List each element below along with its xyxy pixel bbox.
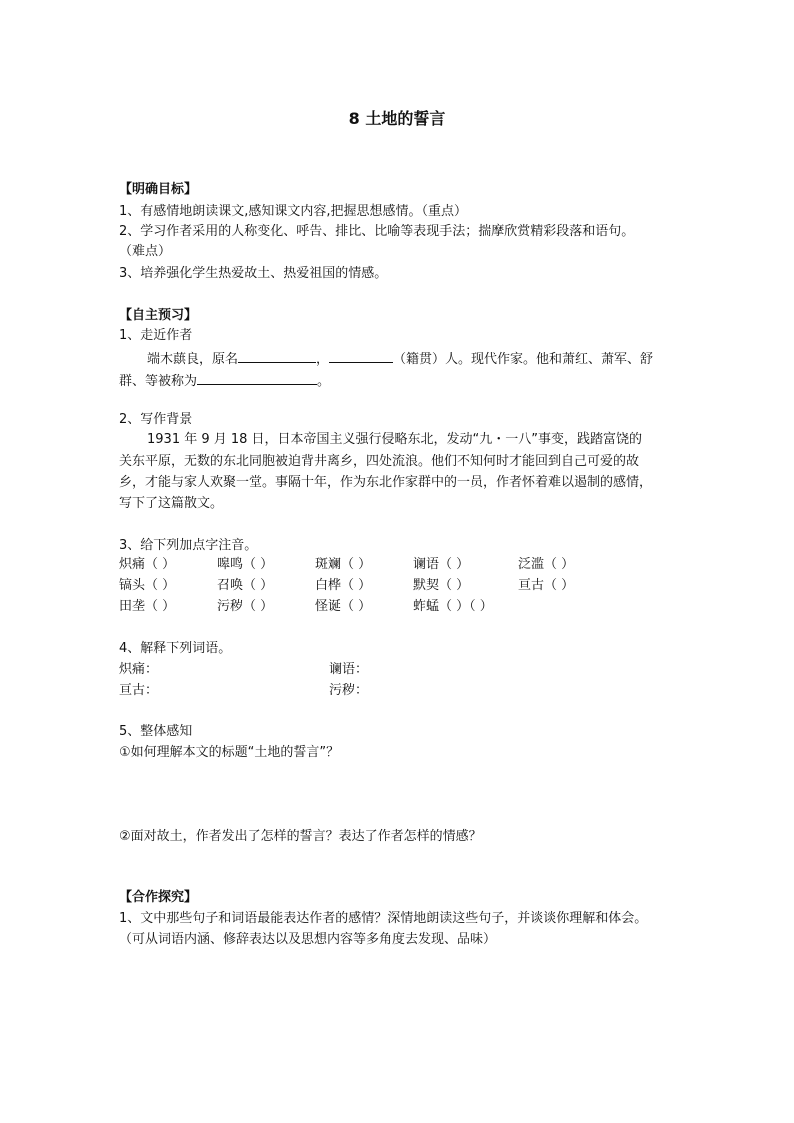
pinyin-item: 召唤（ ） (217, 578, 274, 593)
pinyin-item: 谰语（ ） (413, 557, 470, 572)
cooperate-line-2: （可从词语内涵、修辞表达以及思想内容等多角度去发现、品味） (119, 932, 497, 947)
pinyin-item: 污秽（ ） (217, 599, 274, 614)
pinyin-row (119, 576, 679, 596)
author-text-e: 。 (317, 374, 331, 389)
page-title: 8 土地的誓言 (348, 109, 446, 128)
overall-question-1: ①如何理解本文的标题“土地的誓言”？ (119, 745, 340, 760)
group-name-blank[interactable] (197, 370, 317, 385)
goal-item-2: 2、学习作者采用的人称变化、呼告、排比、比喻等表现手法；揣摩欣赏精彩段落和语句。 (119, 224, 635, 239)
cooperate-heading: 【合作探究】 (119, 890, 198, 905)
pinyin-item: 嗥鸣（ ） (217, 557, 274, 572)
definition-row (119, 660, 679, 680)
pinyin-row (119, 555, 679, 575)
definition-item: 污秽： (329, 683, 369, 698)
author-line-2 (119, 370, 330, 392)
definitions-label: 4、解释下列词语。 (119, 641, 232, 656)
author-text-d: 群、等被称为 (119, 374, 198, 389)
pinyin-item: 怪诞（ ） (315, 599, 372, 614)
original-name-blank[interactable] (238, 348, 316, 363)
author-text-a: 端木蕻良，原名 (147, 352, 239, 367)
pinyin-item: 亘古（ ） (518, 578, 575, 593)
author-line-1 (147, 348, 653, 370)
pinyin-item: 白桦（ ） (315, 578, 372, 593)
definition-item: 谰语： (329, 662, 369, 677)
author-text-b: ， (316, 352, 330, 367)
definition-item: 炽痛： (119, 662, 159, 677)
background-line-2: 关东平原，无数的东北同胞被迫背井离乡，四处流浪。他们不知何时才能回到自己可爱的故 (119, 454, 640, 469)
cooperate-line-1: 1、文中那些句子和词语最能表达作者的感情？深情地朗读这些句子，并谈谈你理解和体会。 (119, 911, 648, 926)
pinyin-item: 田垄（ ） (119, 599, 176, 614)
pinyin-item: 炽痛（ ） (119, 557, 176, 572)
pinyin-item: 斑斓（ ） (315, 557, 372, 572)
goal-item-3: 3、培养强化学生热爱故土、热爱祖国的情感。 (119, 266, 388, 281)
background-line-3: 乡，才能与家人欢聚一堂。事隔十年，作为东北作家群中的一员，作者怀着难以遏制的感情， (119, 475, 653, 490)
hometown-blank[interactable] (329, 348, 393, 363)
definition-item: 亘古： (119, 683, 159, 698)
goals-heading: 【明确目标】 (119, 182, 198, 197)
pinyin-label: 3、给下列加点字注音。 (119, 538, 258, 553)
pinyin-item: 蚱蜢（ ）（ ） (413, 599, 493, 614)
pinyin-item: 默契（ ） (413, 578, 470, 593)
goal-item-1: 1、有感情地朗读课文,感知课文内容,把握思想感情。（重点） (119, 204, 468, 219)
background-line-4: 写下了这篇散文。 (119, 496, 224, 511)
preview-heading: 【自主预习】 (119, 308, 198, 323)
pinyin-item: 泛滥（ ） (518, 557, 575, 572)
background-label: 2、写作背景 (119, 412, 193, 427)
pinyin-row (119, 597, 679, 617)
overall-label: 5、整体感知 (119, 724, 193, 739)
author-label: 1、走近作者 (119, 328, 193, 343)
overall-question-2: ②面对故土，作者发出了怎样的誓言？表达了作者怎样的情感？ (119, 829, 482, 844)
pinyin-item: 镐头（ ） (119, 578, 176, 593)
goal-item-2-note: （难点） (119, 244, 172, 259)
definition-row (119, 681, 679, 701)
author-text-c: （籍贯）人。现代作家。他和萧红、萧军、舒 (393, 352, 654, 367)
background-line-1: 1931 年 9 月 18 日，日本帝国主义强行侵略东北，发动“九・一八”事变，践踏富饶的 (147, 432, 643, 447)
